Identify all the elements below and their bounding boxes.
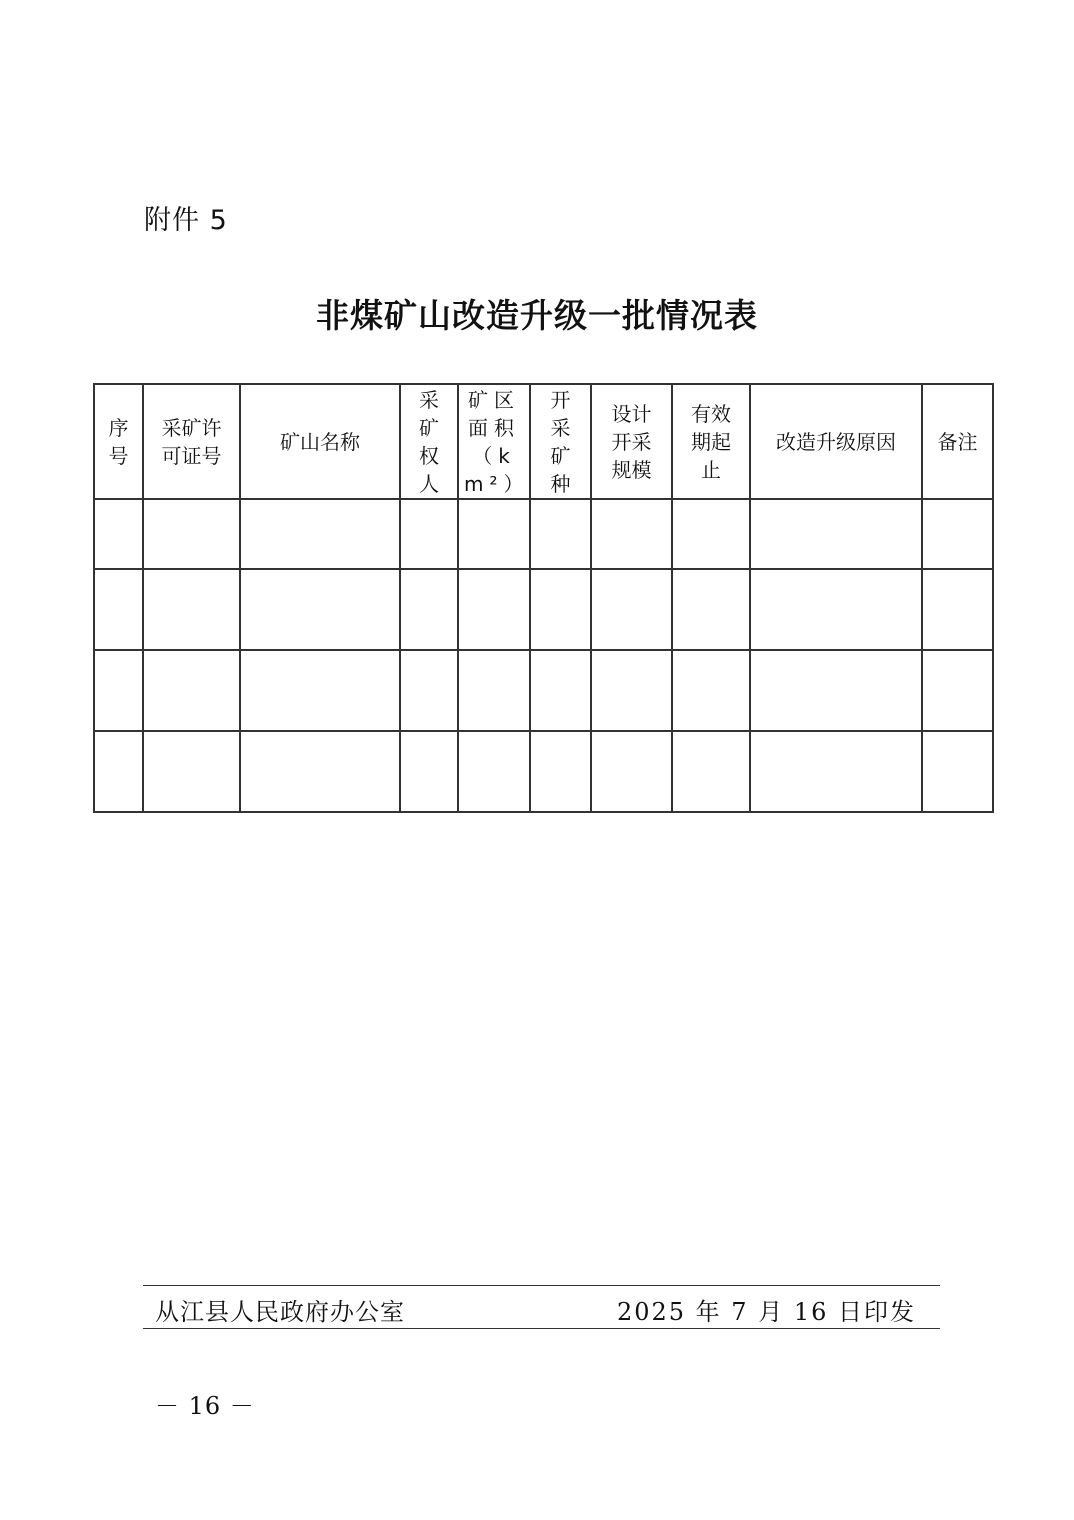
- header-design-scale: 设计开采规模: [591, 384, 672, 499]
- table-cell: [750, 650, 922, 731]
- table-cell: [143, 499, 240, 569]
- header-mining-area: 矿区面积（km²）: [458, 384, 530, 499]
- table-cell: [400, 499, 458, 569]
- table-cell: [672, 569, 750, 650]
- table-cell: [672, 499, 750, 569]
- table-cell: [922, 731, 993, 812]
- header-mining-right-holder: 采矿权人: [400, 384, 458, 499]
- page-number: － 16 －: [155, 1392, 255, 1420]
- table-cell: [530, 499, 591, 569]
- header-validity-period: 有效期起止: [672, 384, 750, 499]
- issue-date: 2025 年 7 月 16 日印发: [616, 1298, 916, 1326]
- table-cell: [458, 499, 530, 569]
- attachment-label: 附件 5: [144, 205, 228, 236]
- issuing-office: 从江县人民政府办公室: [155, 1298, 405, 1326]
- table-cell: [94, 650, 143, 731]
- header-serial-number: 序号: [94, 384, 143, 499]
- table-cell: [240, 499, 400, 569]
- table-cell: [591, 650, 672, 731]
- table-cell: [400, 731, 458, 812]
- table-cell: [94, 569, 143, 650]
- table-cell: [591, 499, 672, 569]
- table-cell: [750, 499, 922, 569]
- table-cell: [143, 731, 240, 812]
- table-cell: [143, 569, 240, 650]
- table-cell: [530, 650, 591, 731]
- header-remarks: 备注: [922, 384, 993, 499]
- table-cell: [94, 731, 143, 812]
- table-row: [94, 650, 993, 731]
- table-cell: [400, 569, 458, 650]
- table-row: [94, 569, 993, 650]
- table-cell: [458, 650, 530, 731]
- table-cell: [672, 650, 750, 731]
- table-cell: [458, 731, 530, 812]
- table-cell: [240, 731, 400, 812]
- table-cell: [530, 569, 591, 650]
- table-cell: [922, 569, 993, 650]
- table-cell: [240, 650, 400, 731]
- header-mineral-type: 开采矿种: [530, 384, 591, 499]
- header-upgrade-reason: 改造升级原因: [750, 384, 922, 499]
- table-cell: [94, 499, 143, 569]
- table-row: [94, 499, 993, 569]
- table-cell: [750, 731, 922, 812]
- table-cell: [458, 569, 530, 650]
- table-cell: [672, 731, 750, 812]
- table-cell: [240, 569, 400, 650]
- table-cell: [922, 650, 993, 731]
- table-cell: [750, 569, 922, 650]
- document-title: 非煤矿山改造升级一批情况表: [316, 296, 758, 335]
- table-row: [94, 731, 993, 812]
- header-mine-name: 矿山名称: [240, 384, 400, 499]
- table-cell: [143, 650, 240, 731]
- table-cell: [400, 650, 458, 731]
- table-cell: [922, 499, 993, 569]
- table-header-row: [94, 384, 993, 499]
- table-cell: [591, 569, 672, 650]
- table-cell: [591, 731, 672, 812]
- footer-top-rule: [143, 1285, 940, 1286]
- footer-bottom-rule: [143, 1328, 940, 1329]
- table-cell: [530, 731, 591, 812]
- mine-status-table: [93, 383, 994, 813]
- header-mining-license-number: 采矿许可证号: [143, 384, 240, 499]
